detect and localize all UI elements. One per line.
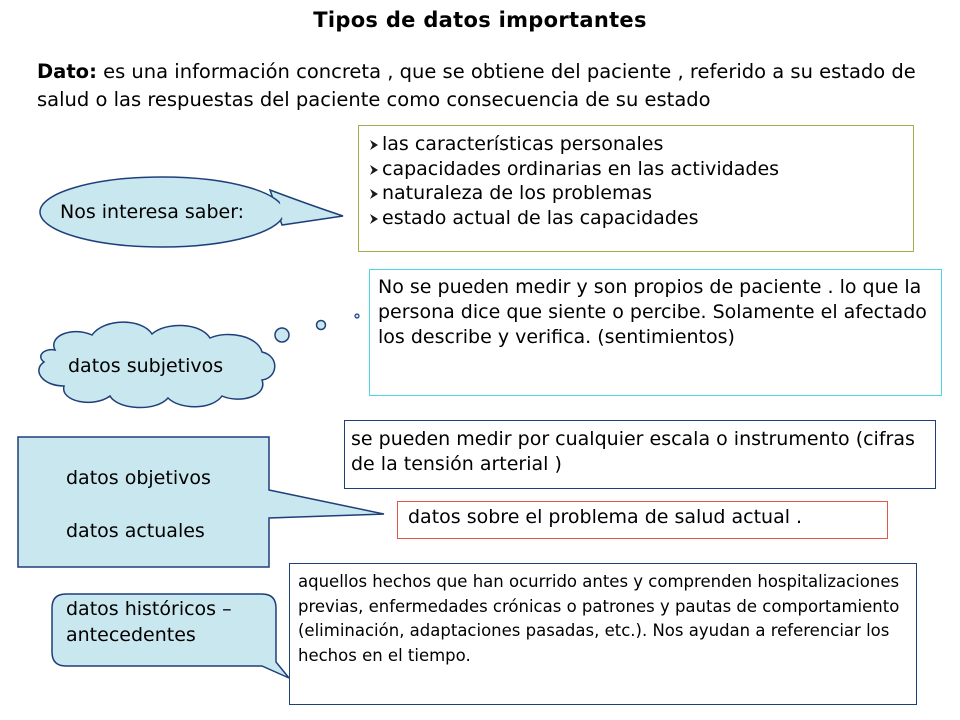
intro-term: Dato: bbox=[37, 60, 97, 83]
arrowhead-bullet-icon bbox=[369, 188, 379, 200]
list-item bbox=[369, 181, 903, 206]
objective-rect-callout bbox=[18, 437, 384, 567]
subjective-label: datos subjetivos bbox=[68, 355, 224, 377]
interest-list bbox=[369, 132, 903, 230]
interest-list-box bbox=[358, 125, 914, 252]
list-item-text: las características personales bbox=[382, 133, 664, 155]
historical-description-box: aquellos hechos que han ocurrido antes y comprenden hospitalizaciones previas, enfermedades crónicas o patrones y pautas de comportamiento (eliminación, adaptaciones pasadas, etc.). Nos ayudan a referenciar los hechos en el tiempo. bbox=[289, 563, 917, 705]
list-item-text: naturaleza de los problemas bbox=[382, 182, 653, 204]
list-item-text: capacidades ordinarias en las actividades bbox=[382, 157, 780, 180]
intro-definition: es una información concreta , que se obtiene del paciente , referido a su estado de salud o las respuestas del paciente como consecuencia de su estado bbox=[37, 60, 916, 111]
objective-description-box: se pueden medir por cualquier escala o instrumento (cifras de la tensión arterial ) bbox=[344, 420, 936, 489]
current-description-box: datos sobre el problema de salud actual . bbox=[397, 501, 888, 539]
historical-label-line1: datos históricos – bbox=[66, 598, 232, 620]
interest-label: Nos interesa saber: bbox=[60, 201, 245, 223]
list-item bbox=[369, 132, 903, 157]
list-item-text: estado actual de las capacidades bbox=[382, 206, 699, 229]
subjective-description-box: No se pueden medir y son propios de paciente . lo que la persona dice que siente o percibe. Solamente el afectado los describe y verifica. (sentimientos) bbox=[369, 269, 942, 396]
current-label: datos actuales bbox=[66, 520, 205, 542]
list-item bbox=[369, 206, 903, 231]
slide-title: Tipos de datos importantes bbox=[313, 8, 647, 32]
arrowhead-bullet-icon bbox=[369, 164, 379, 176]
arrowhead-bullet-icon bbox=[369, 139, 379, 151]
list-item bbox=[369, 157, 903, 182]
historical-label-line2: antecedentes bbox=[66, 624, 196, 646]
objective-label: datos objetivos bbox=[66, 467, 211, 489]
arrowhead-bullet-icon bbox=[369, 213, 379, 225]
